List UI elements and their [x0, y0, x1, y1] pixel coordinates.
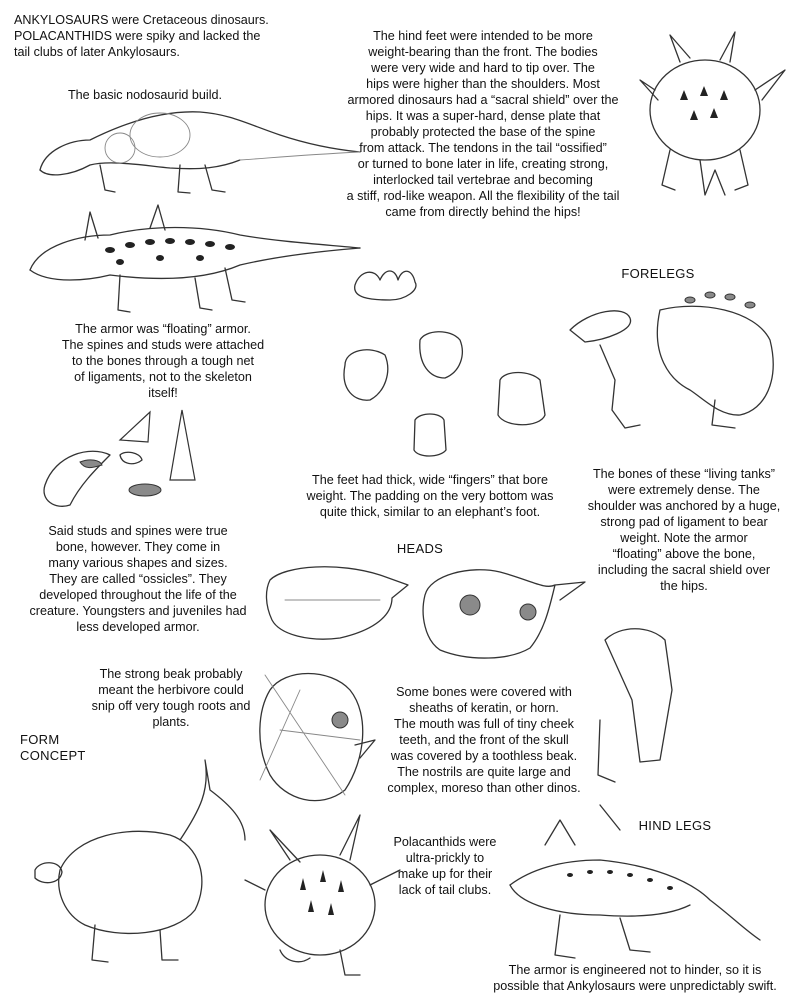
conclusion-text: The armor is engineered not to hinder, so it is possible that Ankylosaurs were unpredictably swift.	[493, 963, 777, 993]
living-tanks-text: The bones of these “living tanks” were extremely dense. The shoulder was anchored by a huge, strong pad of ligament to bear weight. Note the armor “floating” above the bone, including the sacral shield over the hips.	[587, 467, 781, 593]
ossicles-sketch	[44, 410, 195, 506]
heads-heading: HEADS	[396, 541, 444, 556]
armored-ankylosaur-sketch	[30, 205, 360, 312]
intro-text: ANKYLOSAURS were Cretaceous dinosaurs. POLACANTHIDS were spiky and lacked the tail clubs of later Ankylosaurs.	[14, 13, 269, 59]
polacanthids-text: Polacanthids were ultra-prickly to make up for their lack of tail clubs.	[393, 835, 497, 897]
feet-fingers-text: The feet had thick, wide “fingers” that bore weight. The padding on the very bottom was quite thick, similar to an elephant’s foot.	[306, 473, 554, 519]
beak-text: The strong beak probably meant the herbivore could snip off very tough roots and plants.	[91, 667, 251, 729]
polacanthid-front-sketch	[640, 32, 785, 195]
form-concept-sketch	[35, 760, 245, 962]
floating-armor-text: The armor was “floating” armor. The spines and studs were attached to the bones through a tough net of ligaments, not to the skeleton itself!	[61, 322, 265, 400]
forelegs-sketch	[570, 292, 773, 428]
nodosaurid-sketch	[40, 112, 360, 193]
hind-legs-heading: HIND LEGS	[638, 818, 712, 833]
heads-sketch	[266, 567, 585, 658]
beak-head-sketch	[260, 674, 375, 801]
keratin-text: Some bones were covered with sheaths of keratin, or horn. The mouth was full of tiny cheek teeth, and the front of the skull was covered by a toothless beak. The nostrils are quite large and complex, moreso than other dinos.	[387, 685, 581, 795]
spiky-polacanthid-sketch	[245, 815, 400, 975]
forelegs-heading: FORELEGS	[621, 266, 695, 281]
ossicles-text: Said studs and spines were true bone, however. They come in many various shapes and sizes. They are called “ossicles”. They developed throughout the life of the creature. Youngsters and juveniles had less developed armor.	[29, 524, 247, 634]
feet-sketches	[344, 271, 545, 456]
basic-build-caption: The basic nodosaurid build.	[67, 88, 223, 102]
form-concept-heading: FORM CONCEPT	[20, 732, 86, 763]
hind-feet-bodies-text: The hind feet were intended to be more weight-bearing than the front. The bodies were very wide and hard to tip over. The hips were higher than the shoulders. Most armored dinosaurs had a “sacral shield” over the hips. It was a super-hard, dense plate that probably protected the base of the spine from attack. The tendons in the tail “ossified” or turned to bone later in life, creating strong, interlocked tail vertebrae and becoming a stiff, rod-like weapon. All the flexibility of the tail came from directly behind the hips!	[346, 29, 620, 219]
